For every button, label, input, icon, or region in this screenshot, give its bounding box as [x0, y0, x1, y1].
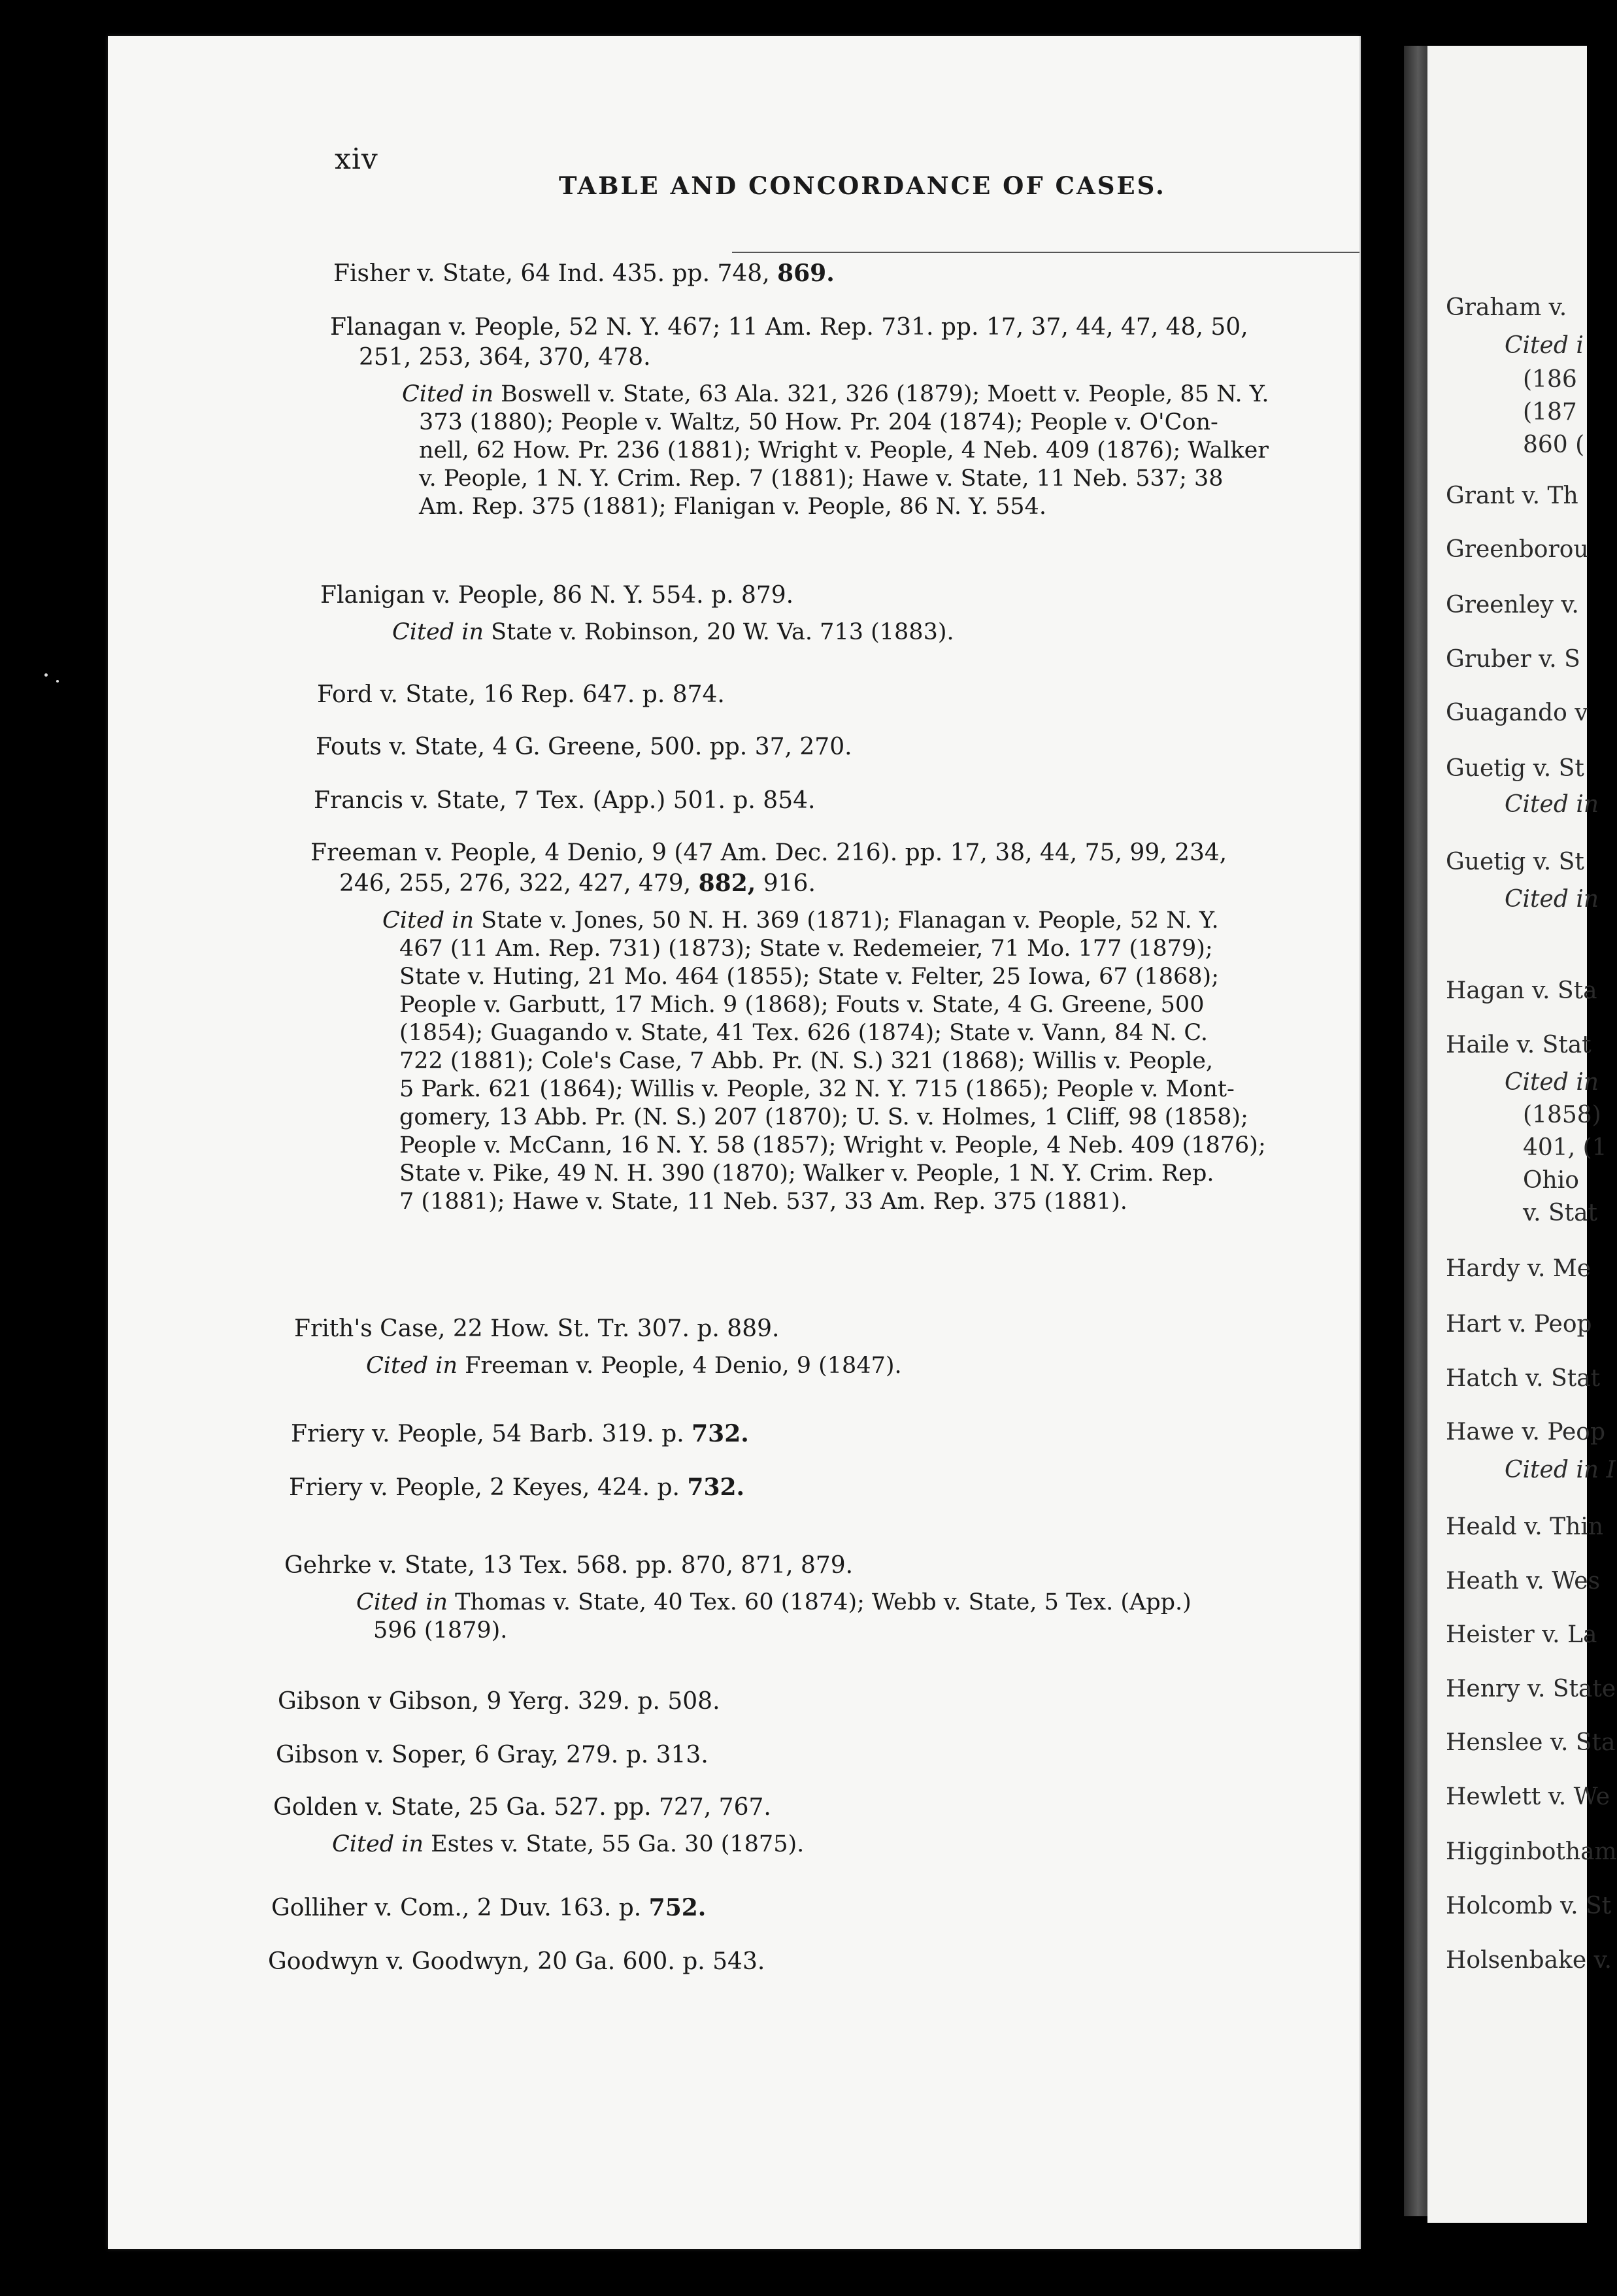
cited-line: Am. Rep. 375 (1881); Flanigan v. People, 86 N. Y. 554. — [419, 494, 1046, 520]
cited-line: Estes v. State, 55 Ga. 30 (1875). — [424, 1831, 805, 1857]
case-entry — [291, 1419, 749, 1449]
cited-line: State v. Robinson, 20 W. Va. 713 (1883). — [484, 619, 954, 645]
case-citation: Golliher v. Com., 2 Duv. 163. p. — [271, 1895, 649, 1921]
case-citation: Fouts v. State, 4 G. Greene, 500. pp. 37, 270. — [316, 734, 852, 760]
right-entry: Grant v. Th — [1446, 482, 1578, 509]
case-citation: Gibson v. Soper, 6 Gray, 279. p. 313. — [276, 1742, 708, 1768]
case-citation: Frith's Case, 22 How. St. Tr. 307. p. 889. — [294, 1315, 780, 1342]
case-entry — [289, 1472, 744, 1503]
right-entry: Higginbotham — [1446, 1838, 1617, 1865]
case-entry — [310, 838, 1266, 1216]
bold-page-ref: 752. — [648, 1894, 707, 1921]
case-entry — [276, 1740, 708, 1770]
right-entry: Heister v. La — [1446, 1621, 1597, 1648]
right-entry: 401, (1 — [1523, 1134, 1607, 1161]
cited-in-label: Cited in — [356, 1589, 448, 1615]
cited-in-label: Cited in — [382, 907, 475, 934]
cited-line: Freeman v. People, 4 Denio, 9 (1847). — [458, 1353, 902, 1379]
case-citation: Friery v. People, 54 Barb. 319. p. — [291, 1421, 692, 1447]
case-citation: Flanigan v. People, 86 N. Y. 554. p. 879. — [320, 582, 794, 609]
bold-page-ref: 732. — [692, 1420, 749, 1447]
cited-in-block — [320, 618, 954, 647]
right-entry: v. Stat — [1523, 1200, 1598, 1226]
cited-in-label: Cited in — [402, 381, 494, 407]
right-entry: Holcomb v. St — [1446, 1893, 1612, 1919]
case-citation: Fisher v. State, 64 Ind. 435. pp. 748, — [333, 260, 778, 287]
cited-line: Boswell v. State, 63 Ala. 321, 326 (1879); Moett v. People, 85 N. Y. — [493, 381, 1269, 407]
right-entry: Guetig v. St — [1446, 849, 1584, 875]
right-entry: Cited in — [1505, 886, 1599, 913]
right-entry: Haile v. Stat — [1446, 1032, 1592, 1058]
cited-in-block — [330, 380, 1269, 521]
bold-page-ref: 869. — [777, 260, 835, 287]
cited-line: 467 (11 Am. Rep. 731) (1873); State v. Redemeier, 71 Mo. 177 (1879); — [399, 936, 1213, 962]
right-entry: Graham v. — [1446, 294, 1567, 321]
cited-line: People v. McCann, 16 N. Y. 58 (1857); Wright v. People, 4 Neb. 409 (1876); — [399, 1132, 1266, 1158]
cited-line: 7 (1881); Hawe v. State, 11 Neb. 537, 33 Am. Rep. 375 (1881). — [399, 1189, 1127, 1215]
right-entry: Cited in — [1505, 791, 1599, 818]
case-citation: Flanagan v. People, 52 N. Y. 467; 11 Am. Rep. 731. pp. 17, 37, 44, 47, 48, 50, — [330, 314, 1248, 341]
right-entry: (186 — [1523, 366, 1577, 393]
book-binding — [1404, 46, 1427, 2216]
cited-in-block — [284, 1589, 1192, 1645]
cited-in-label: Cited in — [366, 1353, 458, 1379]
right-entry: Hart v. Peop — [1446, 1311, 1592, 1338]
case-entry — [284, 1551, 1192, 1645]
cited-line: 722 (1881); Cole's Case, 7 Abb. Pr. (N. S.) 321 (1868); Willis v. People, — [399, 1048, 1214, 1074]
right-entry: Hatch v. Stat — [1446, 1365, 1601, 1392]
cited-in-block — [310, 907, 1266, 1216]
right-entry: Greenborou — [1446, 536, 1589, 563]
right-entry: Heath v. Wes — [1446, 1568, 1601, 1595]
right-entry: Henry v. State — [1446, 1676, 1616, 1702]
page-refs: 246, 255, 276, 322, 427, 479, — [339, 870, 699, 897]
right-page — [1427, 46, 1617, 2223]
right-entry: (1858) — [1523, 1102, 1601, 1128]
cited-line: 596 (1879). — [373, 1617, 508, 1644]
right-entry: Heald v. Thin — [1446, 1513, 1604, 1540]
right-entry: Guagando v — [1446, 700, 1588, 726]
right-entry: Cited i — [1505, 332, 1584, 359]
bold-page-ref: 732. — [687, 1474, 745, 1501]
right-entry: Ohio — [1523, 1167, 1579, 1194]
cited-line: State v. Jones, 50 N. H. 369 (1871); Flanagan v. People, 52 N. Y. — [474, 907, 1219, 934]
cited-in-block — [294, 1352, 902, 1380]
case-entry — [316, 732, 852, 762]
right-entry: Cited in I — [1505, 1457, 1616, 1483]
running-head: TABLE AND CONCORDANCE OF CASES. — [559, 171, 1166, 200]
case-citation: Gibson v Gibson, 9 Yerg. 329. p. 508. — [278, 1688, 720, 1715]
cited-in-label: Cited in — [332, 1831, 424, 1857]
case-entry — [273, 1793, 804, 1859]
citation-continuation: 251, 253, 364, 370, 478. — [359, 344, 651, 371]
right-entry: Cited in — [1505, 1069, 1599, 1096]
page-refs: 916. — [756, 870, 816, 897]
case-entry — [320, 581, 954, 647]
dust-speck — [56, 680, 59, 683]
cited-line: Thomas v. State, 40 Tex. 60 (1874); Webb v. State, 5 Tex. (App.) — [448, 1589, 1192, 1615]
case-citation: Francis v. State, 7 Tex. (App.) 501. p. 854. — [314, 787, 816, 814]
right-entry: Hewlett v. We — [1446, 1783, 1610, 1810]
case-entry — [294, 1314, 902, 1380]
cited-line: 5 Park. 621 (1864); Willis v. People, 32 N. Y. 715 (1865); People v. Mont- — [399, 1076, 1235, 1102]
case-entry — [317, 680, 725, 710]
case-citation: Freeman v. People, 4 Denio, 9 (47 Am. Dec. 216). pp. 17, 38, 44, 75, 99, 234, — [310, 839, 1227, 866]
case-citation: Goodwyn v. Goodwyn, 20 Ga. 600. p. 543. — [268, 1948, 765, 1975]
case-citation: Gehrke v. State, 13 Tex. 568. pp. 870, 871, 879. — [284, 1552, 854, 1579]
right-entry: Holsenbake v. — [1446, 1947, 1612, 1974]
cited-line: v. People, 1 N. Y. Crim. Rep. 7 (1881); Hawe v. State, 11 Neb. 537; 38 — [419, 465, 1224, 492]
right-entry: Hardy v. Me — [1446, 1255, 1592, 1282]
cited-line: nell, 62 How. Pr. 236 (1881); Wright v. People, 4 Neb. 409 (1876); Walker — [419, 437, 1269, 464]
case-entry — [330, 312, 1269, 521]
cited-line: (1854); Guagando v. State, 41 Tex. 626 (1874); State v. Vann, 84 N. C. — [399, 1020, 1209, 1046]
page-number: xiv — [335, 143, 378, 176]
cited-line: 373 (1880); People v. Waltz, 50 How. Pr. 204 (1874); People v. O'Con- — [419, 409, 1218, 435]
right-entry: Guetig v. St — [1446, 755, 1584, 782]
case-entry — [271, 1893, 706, 1923]
cited-in-block — [273, 1831, 804, 1859]
right-entry: Greenley v. — [1446, 592, 1579, 618]
header-rule — [732, 252, 1359, 253]
case-entry — [268, 1947, 765, 1977]
cited-line: gomery, 13 Abb. Pr. (N. S.) 207 (1870); U. S. v. Holmes, 1 Cliff, 98 (1858); — [399, 1104, 1248, 1130]
bold-page-ref: 882, — [698, 869, 756, 897]
case-entry — [314, 786, 815, 816]
dust-speck — [44, 673, 48, 677]
right-entry: Hagan v. Sta — [1446, 977, 1597, 1004]
cited-line: People v. Garbutt, 17 Mich. 9 (1868); Fouts v. State, 4 G. Greene, 500 — [399, 992, 1205, 1018]
case-entry — [333, 258, 835, 289]
page-gutter — [1359, 36, 1361, 2249]
right-entry: (187 — [1523, 399, 1577, 426]
cited-in-label: Cited in — [392, 619, 484, 645]
right-entry: 860 ( — [1523, 431, 1585, 458]
right-entry: Henslee v. Sta — [1446, 1729, 1616, 1756]
case-citation: Friery v. People, 2 Keyes, 424. p. — [289, 1474, 688, 1501]
case-entry — [278, 1687, 720, 1717]
right-entry: Hawe v. Peop — [1446, 1419, 1606, 1445]
citation-continuation — [310, 868, 1266, 899]
right-entry: Gruber v. S — [1446, 646, 1580, 673]
case-citation: Golden v. State, 25 Ga. 527. pp. 727, 767. — [273, 1794, 771, 1821]
case-citation: Ford v. State, 16 Rep. 647. p. 874. — [317, 681, 725, 708]
cited-line: State v. Pike, 49 N. H. 390 (1870); Walker v. People, 1 N. Y. Crim. Rep. — [399, 1160, 1214, 1187]
cited-line: State v. Huting, 21 Mo. 464 (1855); State v. Felter, 25 Iowa, 67 (1868); — [399, 964, 1219, 990]
